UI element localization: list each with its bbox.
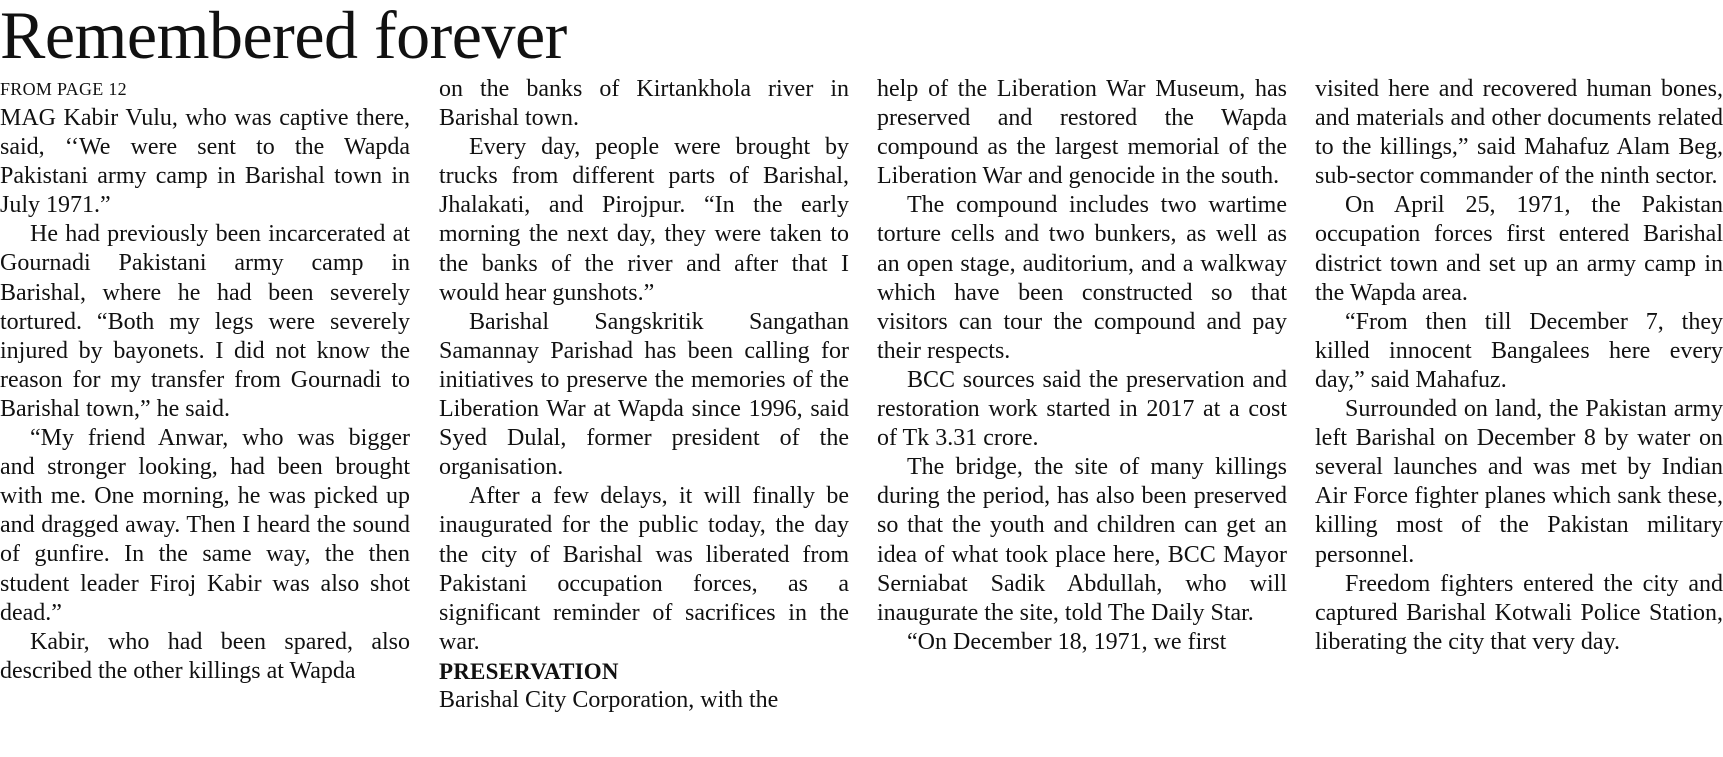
paragraph: BCC sources said the preservation and restoration work started in 2017 at a cost of Tk 3.31 crore. (877, 366, 1287, 452)
paragraph: MAG Kabir Vulu, who was captive there, said, ‘‘We were sent to the Wapda Pakistani army camp in Barishal town in July 1971.” (0, 105, 410, 219)
column-4 (1315, 75, 1723, 757)
paragraph: Barishal Sangskritik Sangathan Samannay Parishad has been calling for initiatives to preserve the memories of the Liberation War at Wapda since 1996, said Syed Dulal, former president of the organisation. (439, 308, 849, 481)
section-subhead: PRESERVATION (439, 658, 619, 684)
column-3 (877, 75, 1287, 757)
paragraph: Freedom fighters entered the city and captured Barishal Kotwali Police Station, liberating the city that very day. (1315, 570, 1723, 655)
article-headline: Remembered forever (0, 0, 567, 73)
paragraph: “My friend Anwar, who was bigger and stronger looking, had been brought with me. One morning, he was picked up and dragged away. Then I heard the sound of gunfire. In the same way, the then student leader Firoj Kabir was also shot dead.” (0, 425, 410, 626)
continued-from-kicker: FROM PAGE 12 (0, 79, 127, 99)
paragraph: visited here and recovered human bones, and materials and other documents related to the killings,” said Mahafuz Alam Beg, sub-sector commander of the ninth sector. (1315, 76, 1723, 190)
article-body (0, 75, 1723, 757)
paragraph: Every day, people were brought by trucks from different parts of Barishal, Jhalakati, and Pirojpur. “In the early morning the next day, they were taken to the banks of the river and after that I would hear gunshots.” (439, 134, 849, 306)
paragraph: “On December 18, 1971, we first (907, 628, 1227, 655)
paragraph: The compound includes two wartime torture cells and two bunkers, as well as an open stage, auditorium, and a walkway which have been constructed so that visitors can tour the compound and pay their respects. (877, 192, 1287, 364)
paragraph: The bridge, the site of many killings during the period, has also been preserved so that the youth and children can get an idea of what took place here, BCC Mayor Serniabat Sadik Abdullah, who will inaugurate the site, told The Daily Star. (877, 454, 1287, 626)
column-2 (439, 75, 849, 757)
paragraph: He had previously been incarcerated at Gournadi Pakistani army camp in Barishal, where he had been severely tortured. “Both my legs were severely injured by bayonets. I did not know the reason for my transfer from Gournadi to Barishal town,” he said. (0, 221, 410, 422)
paragraph: Surrounded on land, the Pakistan army left Barishal on December 8 by water on several launches and was met by Indian Air Force fighter planes which sank these, killing most of the Pakistan military personnel. (1315, 396, 1723, 568)
paragraph: help of the Liberation War Museum, has preserved and restored the Wapda compound as the largest memorial of the Liberation War and genocide in the south. (877, 76, 1287, 190)
paragraph: Barishal City Corporation, with the (439, 686, 779, 713)
paragraph: “From then till December 7, they killed innocent Bangalees here every day,” said Mahafuz. (1315, 308, 1723, 393)
paragraph: On April 25, 1971, the Pakistan occupation forces first entered Barishal district town and set up an army camp in the Wapda area. (1315, 192, 1723, 306)
column-1 (0, 75, 410, 757)
paragraph: on the banks of Kirtankhola river in Barishal town. (439, 76, 849, 132)
paragraph: Kabir, who had been spared, also described the other killings at Wapda (0, 628, 410, 684)
paragraph: After a few delays, it will finally be inaugurated for the public today, the day the city of Barishal was liberated from Pakistani occupation forces, as a significant reminder of sacrifices in the war. (439, 483, 849, 655)
